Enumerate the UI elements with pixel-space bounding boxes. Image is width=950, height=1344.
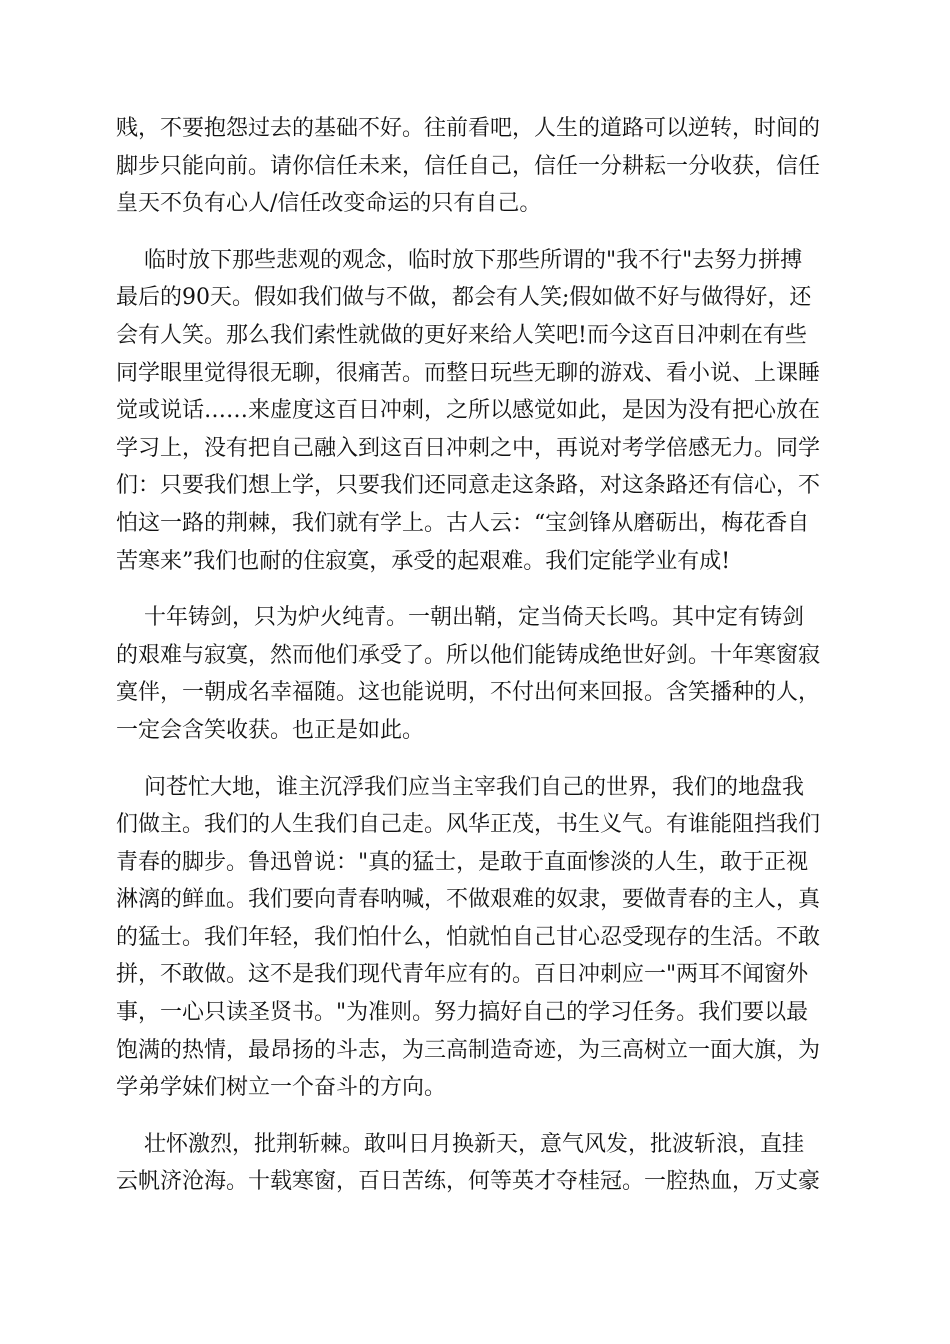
text-line: 怕这一路的荆棘，我们就有学上。古人云：“宝剑锋从磨砺出，梅花香自 (116, 510, 810, 536)
text-line: 拼，不敢做。这不是我们现代青年应有的。百日冲刺应一"两耳不闻窗外 (116, 962, 809, 988)
text-line: 们做主。我们的人生我们自己走。风华正茂，书生义气。有谁能阻挡我们 (116, 812, 821, 838)
text-line: 最后的90天。假如我们做与不做，都会有人笑;假如做不好与做得好，还 (116, 285, 812, 311)
paragraph-3 (116, 599, 836, 749)
text-line: 脚步只能向前。请你信任未来，信任自己，信任一分耕耘一分收获，信任 (116, 153, 821, 179)
text-line: 学习上，没有把自己融入到这百日冲刺之中，再说对考学倍感无力。同学 (116, 435, 821, 461)
text-line: 饱满的热情，最昂扬的斗志，为三高制造奇迹，为三高树立一面大旗，为 (116, 1037, 821, 1063)
text-line: 壮怀激烈，批荆斩棘。敢叫日月换新天，意气风发，批波斩浪，直挂 (116, 1131, 804, 1157)
paragraph-2 (116, 242, 836, 580)
paragraph-1 (116, 110, 836, 223)
text-line: 寞伴，一朝成名幸福随。这也能说明，不付出何来回报。含笑播种的人， (116, 680, 821, 706)
paragraph-5 (116, 1126, 836, 1201)
paragraph-4 (116, 769, 836, 1107)
body-text (116, 110, 836, 1220)
text-line: 觉或说话……来虚度这百日冲刺，之所以感觉如此，是因为没有把心放在 (116, 398, 821, 424)
text-line: 同学眼里觉得很无聊，很痛苦。而整日玩些无聊的游戏、看小说、上课睡 (116, 360, 821, 386)
text-line: 皇天不负有心人/信任改变命运的只有自己。 (116, 191, 542, 217)
text-line: 会有人笑。那么我们索性就做的更好来给人笑吧!而今这百日冲刺在有些 (116, 322, 807, 348)
text-line: 临时放下那些悲观的观念，临时放下那些所谓的"我不行"去努力拼搏 (116, 247, 803, 273)
text-line: 一定会含笑收获。也正是如此。 (116, 717, 425, 743)
text-line: 们：只要我们想上学，只要我们还同意走这条路，对这条路还有信心，不 (116, 473, 821, 499)
text-line: 苦寒来”我们也耐的住寂寞，承受的起艰难。我们定能学业有成! (116, 548, 731, 574)
text-line: 十年铸剑，只为炉火纯青。一朝出鞘，定当倚天长鸣。其中定有铸剑 (116, 605, 804, 631)
text-line: 青春的脚步。鲁迅曾说："真的猛士，是敢于直面惨淡的人生，敢于正视 (116, 849, 809, 875)
text-line: 学弟学妹们树立一个奋斗的方向。 (116, 1075, 447, 1101)
text-line: 问苍忙大地，谁主沉浮我们应当主宰我们自己的世界，我们的地盘我 (116, 774, 804, 800)
text-line: 淋漓的鲜血。我们要向青春呐喊，不做艰难的奴隶，要做青春的主人，真 (116, 887, 821, 913)
text-line: 事，一心只读圣贤书。"为准则。努力搞好自己的学习任务。我们要以最 (116, 1000, 809, 1026)
text-line: 的艰难与寂寞，然而他们承受了。所以他们能铸成绝世好剑。十年寒窗寂 (116, 642, 821, 668)
text-line: 云帆济沧海。十载寒窗，百日苦练，何等英才夺桂冠。一腔热血，万丈豪 (116, 1169, 821, 1195)
text-line: 贱，不要抱怨过去的基础不好。往前看吧，人生的道路可以逆转，时间的 (116, 116, 821, 141)
text-line: 的猛士。我们年轻，我们怕什么，怕就怕自己甘心忍受现存的生活。不敢 (116, 924, 821, 950)
